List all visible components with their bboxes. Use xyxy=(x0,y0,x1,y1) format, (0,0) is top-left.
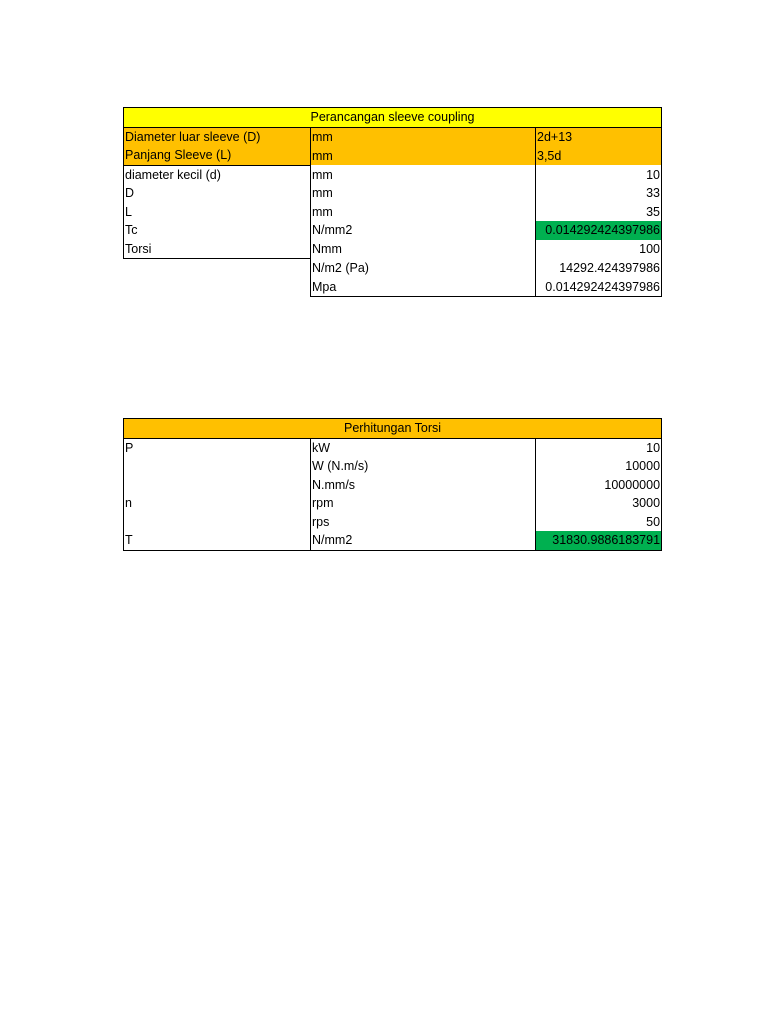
table-row xyxy=(124,203,662,222)
row-value[interactable]: 3,5d xyxy=(536,146,662,165)
row-unit[interactable]: Mpa xyxy=(311,278,536,297)
row-unit[interactable]: Nmm xyxy=(311,240,536,259)
row-label[interactable]: Tc xyxy=(124,221,311,240)
row-label[interactable]: n xyxy=(124,494,311,513)
row-label[interactable]: L xyxy=(124,203,311,222)
row-unit[interactable]: kW xyxy=(311,438,536,457)
table-row xyxy=(124,240,662,259)
table-row xyxy=(124,184,662,203)
row-label[interactable]: Torsi xyxy=(124,240,311,259)
row-label[interactable]: diameter kecil (d) xyxy=(124,165,311,184)
sleeve-coupling-table xyxy=(123,107,662,297)
row-label[interactable]: T xyxy=(124,531,311,550)
perhitungan-torsi-table xyxy=(123,418,662,551)
row-value[interactable]: 10000 xyxy=(536,457,662,476)
row-label[interactable] xyxy=(124,259,311,278)
row-value[interactable]: 35 xyxy=(536,203,662,222)
row-unit[interactable]: mm xyxy=(311,165,536,184)
table-row xyxy=(124,127,662,146)
table-row xyxy=(124,165,662,184)
row-label[interactable]: D xyxy=(124,184,311,203)
row-unit[interactable]: N/mm2 xyxy=(311,531,536,550)
table-row xyxy=(124,457,662,476)
torsi-table-title[interactable]: Perhitungan Torsi xyxy=(124,419,662,439)
table-row xyxy=(124,531,662,550)
row-unit[interactable]: mm xyxy=(311,203,536,222)
row-label[interactable]: Diameter luar sleeve (D) xyxy=(124,127,311,146)
row-value[interactable]: 2d+13 xyxy=(536,127,662,146)
table-row xyxy=(124,278,662,297)
row-unit[interactable]: N/mm2 xyxy=(311,221,536,240)
table-row xyxy=(124,221,662,240)
row-unit[interactable]: mm xyxy=(311,146,536,165)
row-value[interactable]: 3000 xyxy=(536,494,662,513)
row-value[interactable]: 50 xyxy=(536,513,662,532)
row-label[interactable] xyxy=(124,513,311,532)
row-value[interactable]: 10000000 xyxy=(536,476,662,495)
row-value[interactable]: 33 xyxy=(536,184,662,203)
row-label[interactable]: Panjang Sleeve (L) xyxy=(124,146,311,165)
table-title-row xyxy=(124,108,662,128)
row-unit[interactable]: W (N.m/s) xyxy=(311,457,536,476)
sleeve-table-title[interactable]: Perancangan sleeve coupling xyxy=(124,108,662,128)
row-value[interactable]: 10 xyxy=(536,165,662,184)
table-row xyxy=(124,146,662,165)
table-row xyxy=(124,513,662,532)
row-value[interactable]: 10 xyxy=(536,438,662,457)
row-unit[interactable]: rps xyxy=(311,513,536,532)
row-label[interactable] xyxy=(124,476,311,495)
table-row xyxy=(124,259,662,278)
result-value-cell[interactable]: 31830.9886183791 xyxy=(536,531,662,550)
row-value[interactable]: 100 xyxy=(536,240,662,259)
row-unit[interactable]: rpm xyxy=(311,494,536,513)
row-unit[interactable]: mm xyxy=(311,184,536,203)
table-row xyxy=(124,476,662,495)
row-value[interactable]: 0.014292424397986 xyxy=(536,278,662,297)
table-row xyxy=(124,494,662,513)
row-value[interactable]: 14292.424397986 xyxy=(536,259,662,278)
table-title-row xyxy=(124,419,662,439)
row-unit[interactable]: N/m2 (Pa) xyxy=(311,259,536,278)
row-label[interactable] xyxy=(124,278,311,297)
row-unit[interactable]: N.mm/s xyxy=(311,476,536,495)
row-label[interactable] xyxy=(124,457,311,476)
result-value-cell[interactable]: 0.014292424397986 xyxy=(536,221,662,240)
table-row xyxy=(124,438,662,457)
row-label[interactable]: P xyxy=(124,438,311,457)
row-unit[interactable]: mm xyxy=(311,127,536,146)
